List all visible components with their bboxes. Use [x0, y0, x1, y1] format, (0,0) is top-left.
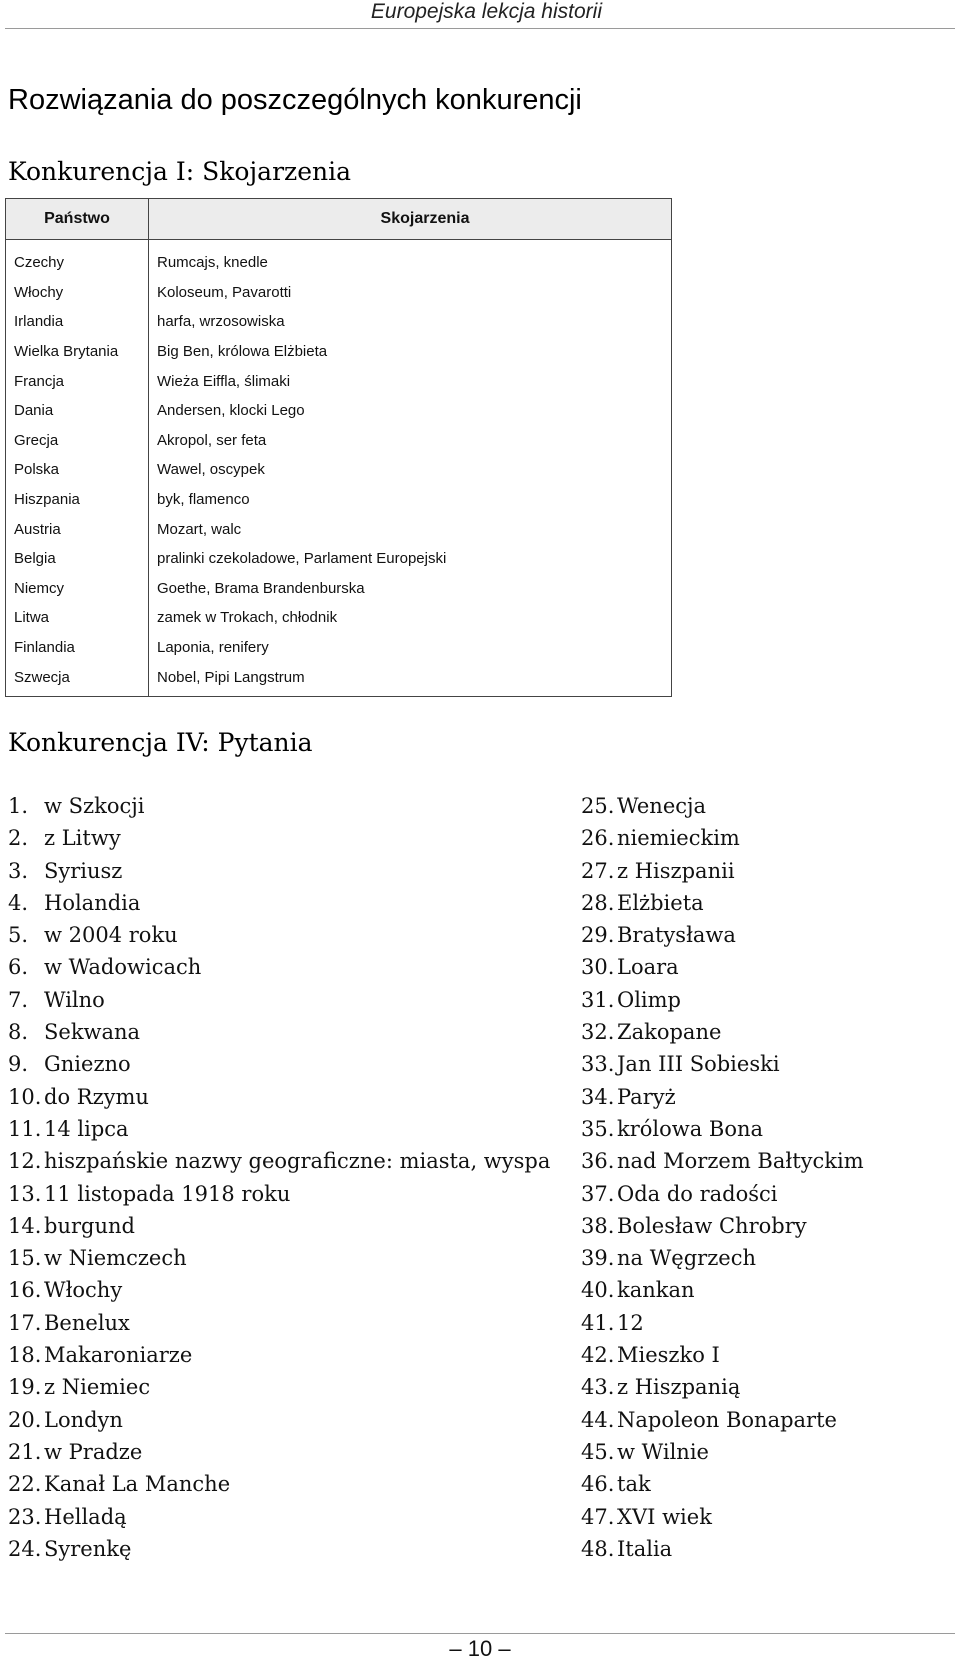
answer-text: w Niemczech — [44, 1246, 187, 1271]
answers-column-left — [8, 790, 550, 1565]
answer-number: 30. — [581, 955, 615, 980]
answer-item — [8, 1307, 550, 1339]
answer-item — [8, 1371, 550, 1403]
answer-number: 42. — [581, 1343, 615, 1368]
answer-text: Włochy — [44, 1278, 123, 1303]
answer-text: królowa Bona — [617, 1116, 764, 1141]
answer-number: 11. — [8, 1116, 42, 1141]
answer-number: 16. — [8, 1278, 42, 1303]
answer-text: Sekwana — [44, 1020, 141, 1045]
answer-text: 12 — [617, 1310, 644, 1335]
associations-cell: Koloseum, Pavarotti — [149, 278, 672, 308]
answer-text: Elżbieta — [617, 890, 704, 915]
answer-text: Syriusz — [44, 858, 123, 883]
answer-text: Bratysława — [617, 923, 736, 948]
answer-item — [581, 1371, 864, 1403]
answer-text: nad Morzem Bałtyckim — [617, 1149, 864, 1174]
answer-number: 37. — [581, 1181, 615, 1206]
answer-item — [581, 1081, 864, 1113]
answer-number: 41. — [581, 1310, 615, 1335]
table-row — [6, 307, 672, 337]
answer-text: Zakopane — [617, 1020, 722, 1045]
answer-item — [581, 1145, 864, 1177]
answer-number: 45. — [581, 1439, 615, 1464]
answer-item — [581, 951, 864, 983]
answer-text: Syrenkę — [44, 1536, 132, 1561]
answer-text: Helladą — [44, 1504, 127, 1529]
answer-text: burgund — [44, 1213, 135, 1238]
answer-text: z Litwy — [44, 826, 121, 851]
answer-number: 3. — [8, 858, 29, 883]
country-cell: Belgia — [6, 544, 149, 574]
associations-cell: pralinki czekoladowe, Parlament Europejski — [149, 544, 672, 574]
table-row — [6, 337, 672, 367]
answer-item — [8, 1145, 550, 1177]
answer-text: Loara — [617, 955, 679, 980]
associations-cell: Mozart, walc — [149, 514, 672, 544]
answer-text: Jan III Sobieski — [617, 1052, 780, 1077]
answer-number: 13. — [8, 1181, 42, 1206]
answer-number: 46. — [581, 1472, 615, 1497]
answer-text: na Węgrzech — [617, 1246, 756, 1271]
answer-number: 33. — [581, 1052, 615, 1077]
answer-text: kankan — [617, 1278, 695, 1303]
answer-number: 36. — [581, 1149, 615, 1174]
answer-number: 32. — [581, 1020, 615, 1045]
answer-text: Italia — [617, 1536, 673, 1561]
answer-number: 34. — [581, 1084, 615, 1109]
answer-text: Olimp — [617, 987, 682, 1012]
page-title: Rozwiązania do poszczególnych konkurencji — [8, 84, 582, 116]
associations-cell: Nobel, Pipi Langstrum — [149, 662, 672, 696]
answer-text: Oda do radości — [617, 1181, 778, 1206]
country-cell: Litwa — [6, 603, 149, 633]
answer-item — [581, 790, 864, 822]
answer-number: 20. — [8, 1407, 42, 1432]
answer-item — [581, 1533, 864, 1565]
answer-text: tak — [617, 1472, 651, 1497]
table-row — [6, 603, 672, 633]
answer-item — [8, 1501, 550, 1533]
answer-text: do Rzymu — [44, 1084, 149, 1109]
answer-number: 25. — [581, 794, 615, 818]
answer-text: Napoleon Bonaparte — [617, 1407, 837, 1432]
answer-number: 40. — [581, 1278, 615, 1303]
answer-item — [581, 1178, 864, 1210]
associations-table — [5, 198, 672, 697]
answer-item — [581, 1016, 864, 1048]
page-number: – 10 – — [449, 1636, 511, 1661]
answer-text: z Hiszpanii — [617, 858, 735, 883]
associations-cell: harfa, wrzosowiska — [149, 307, 672, 337]
country-cell: Francja — [6, 366, 149, 396]
answer-number: 9. — [8, 1052, 29, 1077]
answer-number: 4. — [8, 890, 29, 915]
answer-item — [8, 822, 550, 854]
country-cell: Polska — [6, 455, 149, 485]
answer-item — [8, 1081, 550, 1113]
table-row — [6, 662, 672, 696]
answer-text: 14 lipca — [44, 1116, 129, 1141]
answer-item — [581, 919, 864, 951]
answer-number: 39. — [581, 1246, 615, 1271]
answer-item — [8, 1436, 550, 1468]
answer-number: 47. — [581, 1504, 615, 1529]
table-row — [6, 544, 672, 574]
answer-number: 7. — [8, 987, 29, 1012]
answer-item — [581, 1436, 864, 1468]
column-header-associations: Skojarzenia — [149, 199, 672, 240]
answer-item — [581, 855, 864, 887]
answer-number: 18. — [8, 1343, 42, 1368]
answer-number: 43. — [581, 1375, 615, 1400]
answer-item — [581, 887, 864, 919]
answer-item — [8, 887, 550, 919]
answer-text: Mieszko I — [617, 1343, 720, 1368]
answer-item — [8, 790, 550, 822]
answer-number: 2. — [8, 826, 29, 851]
answer-text: w Pradze — [44, 1439, 143, 1464]
answer-text: XVI wiek — [617, 1504, 712, 1529]
answer-text: Kanał La Manche — [44, 1472, 231, 1497]
answer-text: Holandia — [44, 890, 141, 915]
associations-cell: Akropol, ser feta — [149, 426, 672, 456]
answer-item — [8, 1274, 550, 1306]
answer-text: w Wadowicach — [44, 955, 202, 980]
answer-text: z Niemiec — [44, 1375, 151, 1400]
answer-number: 26. — [581, 826, 615, 851]
table-row — [6, 366, 672, 396]
answer-item — [581, 1339, 864, 1371]
country-cell: Szwecja — [6, 662, 149, 696]
answer-number: 35. — [581, 1116, 615, 1141]
answer-text: z Hiszpanią — [617, 1375, 741, 1400]
country-cell: Irlandia — [6, 307, 149, 337]
answer-item — [8, 855, 550, 887]
table-row — [6, 426, 672, 456]
answer-number: 28. — [581, 890, 615, 915]
associations-cell: Goethe, Brama Brandenburska — [149, 574, 672, 604]
answer-item — [8, 1533, 550, 1565]
country-cell: Czechy — [6, 240, 149, 278]
answers-column-right — [581, 790, 864, 1565]
answer-number: 14. — [8, 1213, 42, 1238]
answer-text: Wilno — [44, 987, 105, 1012]
answer-item — [8, 951, 550, 983]
answer-number: 10. — [8, 1084, 42, 1109]
answer-item — [581, 1113, 864, 1145]
answer-number: 15. — [8, 1246, 42, 1271]
answer-number: 48. — [581, 1536, 615, 1561]
answer-text: w Szkocji — [44, 794, 145, 818]
answer-item — [8, 984, 550, 1016]
country-cell: Hiszpania — [6, 485, 149, 515]
answer-item — [581, 984, 864, 1016]
answer-number: 44. — [581, 1407, 615, 1432]
associations-cell: Rumcajs, knedle — [149, 240, 672, 278]
country-cell: Austria — [6, 514, 149, 544]
header-divider — [5, 28, 955, 29]
table-header-row — [6, 199, 672, 240]
answer-item — [581, 1274, 864, 1306]
associations-cell: byk, flamenco — [149, 485, 672, 515]
answer-item — [8, 1178, 550, 1210]
answer-text: Wenecja — [617, 794, 707, 818]
table-row — [6, 574, 672, 604]
country-cell: Finlandia — [6, 633, 149, 663]
answer-item — [8, 1242, 550, 1274]
answer-number: 22. — [8, 1472, 42, 1497]
answer-number: 19. — [8, 1375, 42, 1400]
associations-cell: Wawel, oscypek — [149, 455, 672, 485]
answer-text: Londyn — [44, 1407, 123, 1432]
associations-cell: Big Ben, królowa Elżbieta — [149, 337, 672, 367]
answer-item — [8, 1048, 550, 1080]
table-row — [6, 455, 672, 485]
answer-item — [8, 919, 550, 951]
answer-number: 12. — [8, 1149, 42, 1174]
section-title-associations: Konkurencja I: Skojarzenia — [8, 157, 352, 186]
answer-number: 27. — [581, 858, 615, 883]
answer-text: hiszpańskie nazwy geograficzne: miasta, wyspa — [44, 1149, 551, 1174]
answer-item — [8, 1468, 550, 1500]
answer-item — [581, 1468, 864, 1500]
answer-number: 1. — [8, 794, 29, 818]
country-cell: Włochy — [6, 278, 149, 308]
answer-item — [581, 1210, 864, 1242]
answer-number: 23. — [8, 1504, 42, 1529]
country-cell: Grecja — [6, 426, 149, 456]
table-row — [6, 485, 672, 515]
answer-number: 38. — [581, 1213, 615, 1238]
answer-item — [8, 1016, 550, 1048]
answer-number: 31. — [581, 987, 615, 1012]
answer-number: 21. — [8, 1439, 42, 1464]
associations-cell: zamek w Trokach, chłodnik — [149, 603, 672, 633]
answer-text: Gniezno — [44, 1052, 131, 1077]
answer-number: 8. — [8, 1020, 29, 1045]
answer-number: 17. — [8, 1310, 42, 1335]
answer-text: Benelux — [44, 1310, 130, 1335]
answer-text: Bolesław Chrobry — [617, 1213, 807, 1238]
answer-item — [8, 1339, 550, 1371]
answer-number: 29. — [581, 923, 615, 948]
table-row — [6, 278, 672, 308]
answer-item — [581, 1242, 864, 1274]
answer-item — [8, 1113, 550, 1145]
answer-text: 11 listopada 1918 roku — [44, 1181, 291, 1206]
table-row — [6, 240, 672, 278]
table-row — [6, 633, 672, 663]
answer-item — [8, 1404, 550, 1436]
answer-item — [581, 1048, 864, 1080]
answer-item — [581, 1307, 864, 1339]
answer-text: Makaroniarze — [44, 1343, 193, 1368]
answer-item — [581, 822, 864, 854]
answer-item — [581, 1404, 864, 1436]
country-cell: Wielka Brytania — [6, 337, 149, 367]
footer-divider — [5, 1633, 955, 1634]
answer-item — [581, 1501, 864, 1533]
table-row — [6, 396, 672, 426]
table-row — [6, 514, 672, 544]
country-cell: Dania — [6, 396, 149, 426]
associations-cell: Andersen, klocki Lego — [149, 396, 672, 426]
country-cell: Niemcy — [6, 574, 149, 604]
answer-text: Paryż — [617, 1084, 676, 1109]
answer-text: w Wilnie — [617, 1439, 709, 1464]
running-head: Europejska lekcja historii — [370, 0, 602, 23]
answer-number: 5. — [8, 923, 29, 948]
section-title-questions: Konkurencja IV: Pytania — [8, 728, 313, 757]
answer-number: 6. — [8, 955, 29, 980]
answer-text: w 2004 roku — [44, 923, 178, 948]
associations-cell: Laponia, renifery — [149, 633, 672, 663]
answer-number: 24. — [8, 1536, 42, 1561]
column-header-country: Państwo — [6, 199, 149, 240]
answer-item — [8, 1210, 550, 1242]
associations-cell: Wieża Eiffla, ślimaki — [149, 366, 672, 396]
answer-text: niemieckim — [617, 826, 740, 851]
